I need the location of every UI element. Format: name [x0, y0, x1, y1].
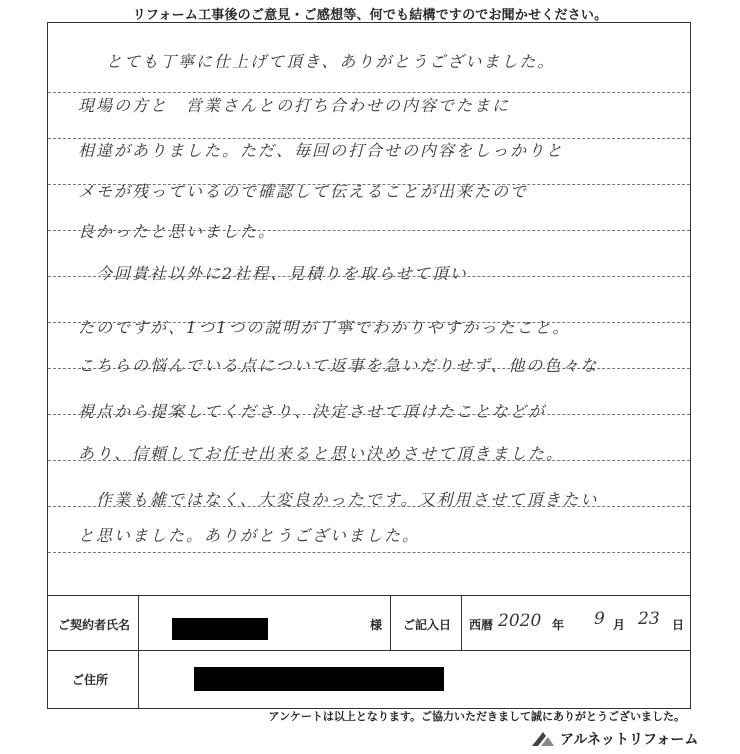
era-label: 西暦	[469, 618, 494, 632]
date-year: 2020	[498, 611, 542, 631]
year-unit: 年	[552, 618, 565, 632]
name-label: ご契約者氏名	[58, 618, 131, 632]
comment-line: 相違がありました。ただ、毎回の打合せの内容をしっかりと	[78, 141, 565, 160]
comment-line: 今回貴社以外に2社程、見積りを取らせて頂い	[78, 264, 468, 283]
date-day: 23	[638, 609, 660, 629]
info-row-name-date	[48, 595, 690, 651]
footer-note: アンケートは以上となります。ご協力いただきまして誠にありがとうございました。	[268, 710, 685, 723]
comment-line: 作業も雑ではなく、大変良かったです。又利用させて頂きたい	[78, 490, 599, 509]
comment-line: メモが残っているので確認して伝えることが出来たので	[78, 182, 529, 201]
company-name: アルネットリフォーム	[560, 732, 699, 748]
comment-line: と思いました。ありがとうございました。	[78, 526, 421, 545]
comment-line: 現場の方と 営業さんとの打ち合わせの内容でたまに	[78, 96, 511, 115]
month-unit: 月	[613, 618, 626, 632]
honorific-label: 様	[370, 618, 383, 632]
company-logo-icon	[530, 730, 556, 748]
address-label: ご住所	[72, 673, 109, 687]
redacted-address	[194, 667, 444, 691]
comment-line: たのですが、1つ1つの説明が丁寧でわかりやすかったこと。	[78, 318, 571, 337]
comment-line: こちらの悩んでいる点について返事を急いだりせず、他の色々な	[78, 356, 599, 375]
comment-line: 視点から提案してくださり、決定させて頂けたことなどが	[78, 402, 547, 421]
comment-line: とても丁寧に仕上げて頂き、ありがとうございました。	[106, 52, 556, 71]
company-logo	[530, 729, 698, 749]
divider	[390, 596, 391, 650]
day-unit: 日	[672, 618, 685, 632]
ruled-line	[48, 552, 690, 553]
date-month: 9	[594, 609, 605, 629]
info-row-address	[48, 649, 690, 708]
divider	[138, 596, 139, 650]
divider	[461, 596, 462, 650]
form-header: リフォーム工事後のご意見・ご感想等、何でも結構ですのでお聞かせください。	[132, 8, 608, 23]
survey-form	[47, 22, 691, 709]
divider	[138, 649, 139, 708]
redacted-name	[172, 618, 268, 640]
comment-line: あり、信頼してお任せ出来ると思い決めさせて頂きました。	[78, 444, 565, 463]
date-label: ご記入日	[403, 618, 452, 632]
comment-line: 良かったと思いました。	[78, 222, 277, 241]
